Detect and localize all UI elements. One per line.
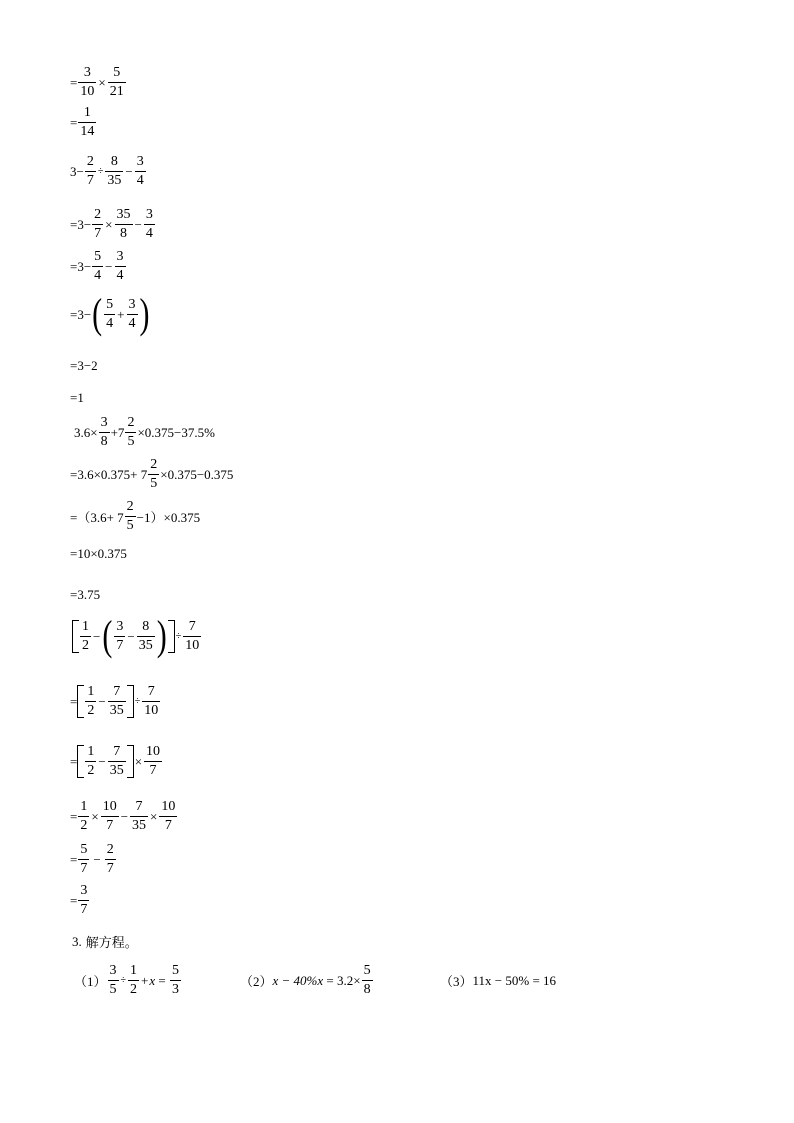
fraction: $\frac{2}{7}$ <box>94 207 102 241</box>
fraction: $\frac{7}{10}$ <box>144 684 159 718</box>
expression-prefix: 3− <box>70 163 84 179</box>
equals-sign: = <box>155 972 169 988</box>
fraction: $\frac{5}{21}$ <box>109 65 124 99</box>
operator: − <box>93 851 101 867</box>
step-line <box>70 390 84 406</box>
equation-expression: 11x − 50% = 16 <box>472 972 557 988</box>
fraction: $\frac{5}{3}$ <box>171 963 179 997</box>
section-title: 解方程。 <box>85 936 138 951</box>
expression-tail: ×0.375−0.375 <box>160 466 234 482</box>
fraction: $\frac{1}{2}$ <box>130 963 138 997</box>
left-square-bracket <box>77 745 84 778</box>
operator: − <box>134 216 142 232</box>
fraction: $\frac{7}{35}$ <box>132 799 147 833</box>
fraction: $\frac{7}{10}$ <box>185 619 200 653</box>
operator: − <box>98 753 106 769</box>
operator: × <box>105 216 113 232</box>
step-line <box>70 843 117 876</box>
bracket-group <box>72 612 175 659</box>
equation-2 <box>240 964 440 997</box>
fraction: $\frac{1}{2}$ <box>87 684 95 718</box>
equals-sign: = <box>70 693 78 709</box>
operator: − <box>125 163 133 179</box>
fraction: $\frac{2}{5}$ <box>126 499 134 533</box>
left-square-bracket <box>77 685 84 718</box>
operator: − <box>98 693 106 709</box>
right-paren: ) <box>156 612 167 659</box>
fraction: $\frac{1}{14}$ <box>80 105 95 139</box>
operator: ÷ <box>134 696 141 707</box>
operator: × <box>91 808 99 824</box>
expression-prefix: =3.6×0.375+ 7 <box>70 466 148 482</box>
expression-prefix: =3− <box>70 306 92 322</box>
fraction: $\frac{5}{7}$ <box>80 842 88 876</box>
operator: × <box>134 753 143 769</box>
fraction: $\frac{7}{35}$ <box>109 684 124 718</box>
operator: − <box>120 808 129 824</box>
equation-label: （3） <box>440 974 473 989</box>
fraction: $\frac{3}{4}$ <box>116 249 124 283</box>
step-text: =3−2 <box>70 358 98 373</box>
fraction: $\frac{3}{4}$ <box>136 154 144 188</box>
operator: − <box>127 628 135 644</box>
step-text: =1 <box>70 390 84 405</box>
step-line <box>70 884 90 917</box>
operator: ÷ <box>120 975 127 986</box>
step-line <box>70 685 161 718</box>
fraction: $\frac{1}{2}$ <box>80 799 88 833</box>
equation-lhs: x − 40%x <box>272 972 324 988</box>
fraction: $\frac{3}{4}$ <box>145 207 153 241</box>
fraction: $\frac{3}{10}$ <box>80 65 95 99</box>
fraction: $\frac{3}{8}$ <box>100 415 108 449</box>
right-square-bracket <box>127 685 134 718</box>
equals-sign: = <box>70 74 78 90</box>
operator: × <box>98 74 106 90</box>
step-line <box>70 250 127 283</box>
equation-1 <box>74 964 240 997</box>
step-line <box>70 458 233 491</box>
step-line <box>70 745 163 778</box>
fraction: $\frac{8}{35}$ <box>107 154 122 188</box>
equations-row <box>74 964 556 997</box>
operator: + <box>141 972 149 988</box>
operator: ÷ <box>175 631 182 642</box>
right-square-bracket <box>168 620 175 653</box>
fraction: $\frac{2}{5}$ <box>150 457 158 491</box>
fraction: $\frac{10}{7}$ <box>102 799 117 833</box>
section-number: 3. <box>72 933 82 949</box>
equation-3 <box>440 971 556 990</box>
fraction: $\frac{5}{4}$ <box>106 297 114 331</box>
equation-rhs: = 3.2× <box>323 972 361 988</box>
expression-prefix: =（3.6+ 7 <box>70 510 124 525</box>
expression-tail: −1）×0.375 <box>136 510 201 525</box>
fraction: $\frac{3}{5}$ <box>109 963 117 997</box>
problem-line <box>70 155 147 188</box>
fraction: $\frac{7}{35}$ <box>109 744 124 778</box>
bracket-group <box>77 745 133 778</box>
operator: − <box>93 628 101 644</box>
equals-sign: = <box>70 114 78 130</box>
operator: − <box>105 258 113 274</box>
fraction: $\frac{8}{35}$ <box>138 619 153 653</box>
equation-label: （1） <box>74 974 107 989</box>
problem-line <box>72 612 202 659</box>
step-line <box>70 208 156 241</box>
expression-prefix: =3− <box>70 258 92 274</box>
mixed-whole: +7 <box>110 424 125 440</box>
fraction: $\frac{35}{8}$ <box>116 207 131 241</box>
step-line <box>70 106 97 139</box>
fraction: $\frac{1}{2}$ <box>87 744 95 778</box>
fraction: $\frac{10}{7}$ <box>161 799 176 833</box>
problem-line <box>74 416 215 449</box>
left-paren: ( <box>92 290 103 337</box>
fraction: $\frac{3}{4}$ <box>128 297 136 331</box>
step-line <box>70 587 100 603</box>
equals-sign: = <box>70 808 78 824</box>
bracket-group <box>77 685 133 718</box>
step-line <box>70 546 127 562</box>
expression-prefix: =3− <box>70 216 92 232</box>
fraction: $\frac{1}{2}$ <box>82 619 89 653</box>
operator: + <box>117 306 125 322</box>
right-square-bracket <box>127 745 134 778</box>
fraction: $\frac{2}{7}$ <box>86 154 94 188</box>
operator: × <box>150 808 158 824</box>
step-text: =10×0.375 <box>70 546 127 561</box>
fraction: $\frac{2}{7}$ <box>106 842 114 876</box>
fraction: $\frac{5}{4}$ <box>94 249 102 283</box>
step-text: =3.75 <box>70 587 101 602</box>
fraction: $\frac{10}{7}$ <box>146 744 161 778</box>
left-paren: ( <box>102 612 113 659</box>
step-line <box>70 500 200 533</box>
step-line <box>70 290 151 337</box>
expression-prefix: 3.6× <box>74 424 98 440</box>
step-line <box>70 800 178 833</box>
fraction: $\frac{2}{5}$ <box>127 415 135 449</box>
fraction: $\frac{3}{7}$ <box>116 619 124 653</box>
operator: ÷ <box>97 166 104 177</box>
fraction: $\frac{5}{8}$ <box>363 963 371 997</box>
equation-label: （2） <box>240 974 273 989</box>
step-line <box>70 66 127 99</box>
right-paren: ) <box>139 290 150 337</box>
equals-sign: = <box>70 851 78 867</box>
equals-sign: = <box>70 753 78 769</box>
variable: x <box>149 972 156 988</box>
left-square-bracket <box>72 620 79 653</box>
equals-sign: = <box>70 892 78 908</box>
section-heading <box>72 932 138 951</box>
fraction: $\frac{3}{7}$ <box>80 883 88 917</box>
step-line <box>70 358 98 374</box>
expression-tail: ×0.375−37.5% <box>137 424 215 440</box>
